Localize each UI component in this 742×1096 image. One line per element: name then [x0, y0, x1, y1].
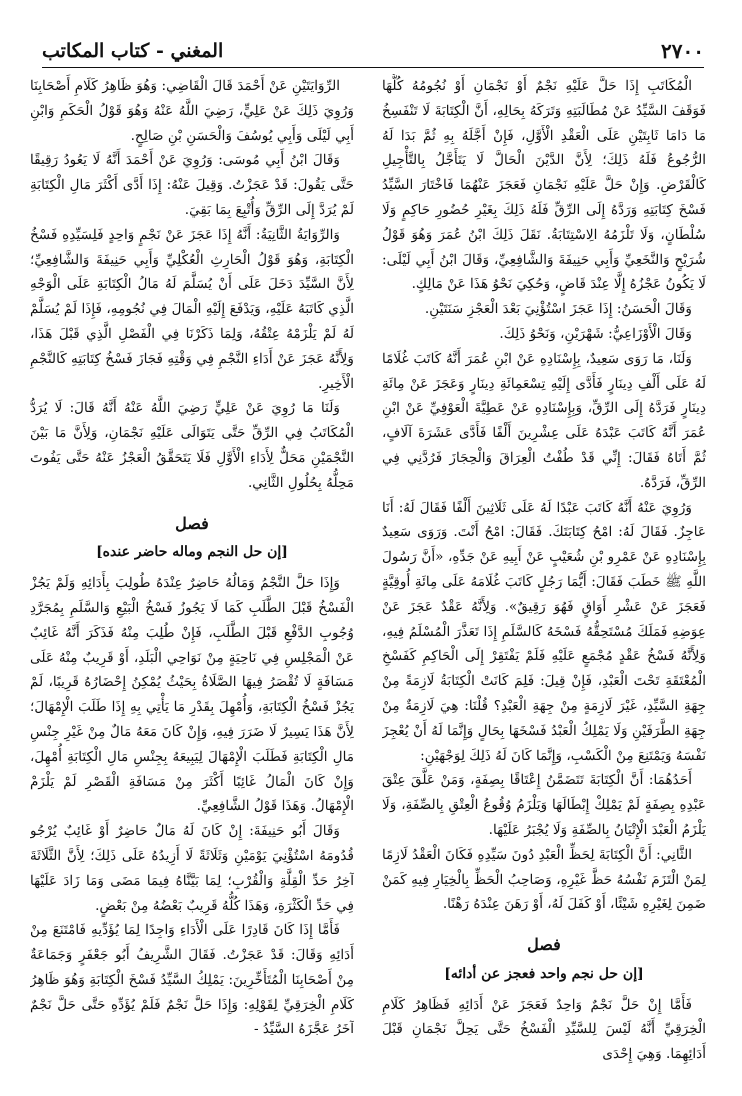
paragraph: فَأَمَّا إِذَا كَانَ قَادِرًا عَلَى الْأَدَاءِ وَاجِدًا لِمَا يُؤَدِّيهِ فَامْتَنَعَ مِنْ أَدَائِهِ وَقَالَ: قَدْ عَجَزْتُ. فَقَالَ الشَّرِيفُ أَبُو جَعْفَرٍ وَجَمَاعَةٌ مِنْ أَصْحَابِنَا الْمُتَأَخِّرِينَ: يَمْلِكُ السَّيِّدُ فَسْخَ الْكِتَابَةِ وَهُوَ ظَاهِرُ كَلَامِ الْخِرَقِيِّ لِقَوْلِهِ: وَإِذَا حَلَّ نَجْمٌ فَلَمْ يُؤَدِّهِ حَتَّى حَلَّ نَجْمٌ آخَرُ عَجَّزَهُ السَّيِّدُ -	[30, 922, 354, 1038]
paragraph: وَالرِّوَايَةُ الثَّانِيَةُ: أَنَّهُ إِذَا عَجَزَ عَنْ نَجْمٍ وَاحِدٍ فَلِسَيِّدِهِ فَسْخُ الْكِتَابَةِ، وَهُوَ قَوْلُ الْحَارِثِ الْعُكْلِيِّ وَأَبِي حَنِيفَةَ وَالشَّافِعِيِّ؛ لِأَنَّ السَّيِّدَ دَخَلَ عَلَى أَنْ يُسَلَّمَ لَهُ مَالُ الْكِتَابَةِ عَلَى الْوَجْهِ الَّذِي كَاتَبَهُ عَلَيْهِ، وَيَدْفَعَ إِلَيْهِ الْمَالَ فِي نُجُومِهِ، فَإِذَا لَمْ يُسَلَّمْ لَهُ لَمْ يَلْزَمْهُ عِتْقُهُ، وَلِمَا ذَكَرْنَا فِي الْفَصْلِ الَّذِي قَبْلَ هَذَا، وَلِأَنَّهُ عَجَزَ عَنْ أَدَاءِ النَّجْمِ فِي وَقْتِهِ فَجَازَ فَسْخُ كِتَابَتِهِ كَالنَّجْمِ الْأَخِيرِ.	[30, 226, 354, 392]
paragraph: وَإِذَا حَلَّ النَّجْمُ وَمَالُهُ حَاضِرٌ عِنْدَهُ طُولِبَ بِأَدَائِهِ وَلَمْ يَجُزْ الْفَسْخُ قَبْلَ الطَّلَبِ كَمَا لَا يَجُوزُ فَسْخُ الْبَيْعِ وَالسَّلَمِ بِمُجَرَّدِ وُجُوبِ الدَّفْعِ قَبْلَ الطَّلَبِ، فَإِنْ طُلِبَ مِنْهُ فَذَكَرَ أَنَّهُ غَائِبٌ عَنْ الْمَجْلِسِ فِي نَاحِيَةٍ مِنْ نَوَاحِي الْبَلَدِ، أَوْ قَرِيبٌ مِنْهُ عَلَى مَسَافَةٍ لَا تُقْصَرُ فِيهَا الصَّلَاةُ بِحَيْثُ يُمْكِنُ إِحْضَارُهُ قَرِيبًا، لَمْ يَجُزْ فَسْخُ الْكِتَابَةِ، وَأُمْهِلَ بِقَدْرِ مَا يَأْتِي بِهِ إِذَا طَلَبَ الْإِمْهَالَ؛ لِأَنَّ هَذَا يَسِيرٌ لَا ضَرَرَ فِيهِ، وَإِنْ كَانَ مَعَهُ مَالٌ مِنْ غَيْرِ جِنْسِ مَالِ الْكِتَابَةِ فَطَلَبَ الْإِمْهَالَ لِيَبِيعَهُ بِجِنْسِ مَالِ الْكِتَابَةِ أُمْهِلَ، وَإِنْ كَانَ الْمَالُ غَائِبًا أَكْثَرَ مِنْ مَسَافَةِ الْقَصْرِ لَمْ يَلْزَمْ الْإِمْهَالُ. وَهَذَا قَوْلُ الشَّافِعِيِّ.	[30, 575, 354, 815]
running-title: المغني - كتاب المكاتب	[42, 40, 224, 62]
left-column	[30, 74, 354, 1084]
paragraph: وَقَالَ أَبُو حَنِيفَةَ: إِنْ كَانَ لَهُ مَالٌ حَاضِرٌ أَوْ غَائِبٌ يُرْجُو قُدُومَهُ اسْتُؤْنِيَ يَوْمَيْنِ وَثَلَاثَةً لَا أَزِيدُهُ عَلَى ذَلِكَ؛ لِأَنَّ الثَّلَاثَةَ آخِرُ حَدِّ الْقِلَّةِ وَالْقُرْبِ؛ لِمَا بَيَّنَّاهُ فِيمَا مَضَى وَمَا زَادَ عَلَيْهَا فِي حَدِّ الْكَثْرَةِ، وَهَذَا كُلُّهُ قَرِيبٌ بَعْضُهُ مِنْ بَعْضٍ.	[30, 823, 354, 914]
page-header	[42, 36, 704, 66]
paragraph: وَلَنَا، مَا رَوَى سَعِيدٌ، بِإِسْنَادِهِ عَنْ ابْنِ عُمَرَ أَنَّهُ كَاتَبَ غُلَامًا لَهُ عَلَى أَلْفِ دِينَارٍ فَأَدَّى إِلَيْهِ تِسْعَمِائَةِ دِينَارٍ وَعَجَزَ عَنْ مِائَةِ دِينَارٍ فَرَدَّهُ إِلَى الرِّقِّ، وَبِإِسْنَادِهِ عَنْ عَطِيَّةَ الْعَوْفِيِّ عَنْ ابْنِ عُمَرَ أَنَّهُ كَاتَبَ عَبْدَهُ عَلَى عِشْرِينَ أَلْفًا فَأَدَّى عَشَرَةَ آلَافٍ، ثُمَّ أَتَاهُ فَقَالَ: إِنِّي قَدْ طُفْتُ الْعِرَاقَ وَالْحِجَازَ فَرُدَّنِي فِي الرِّقِّ، فَرَدَّهُ.	[382, 350, 706, 491]
paragraph: وَقَالَ الْأَوْزَاعِيُّ: شَهْرَيْنِ، وَنَحْوُ ذَلِكَ.	[499, 325, 692, 342]
section-heading: فصل	[527, 935, 561, 955]
page-number: ٢٧٠٠	[661, 39, 704, 63]
paragraph: وَقَالَ ابْنُ أَبِي مُوسَى: وَرُوِيَ عَنْ أَحْمَدَ أَنَّهُ لَا يَعُودُ رَقِيقًا حَتَّى يَقُولَ: قَدْ عَجَزْتُ. وَقِيلَ عَنْهُ: إِذَا أَدَّى أَكْثَرَ مَالِ الْكِتَابَةِ لَمْ يُرَدَّ إِلَى الرِّقِّ وَأُتْبِعَ بِمَا بَقِيَ.	[30, 152, 354, 218]
paragraph: فَأَمَّا إِنْ حَلَّ نَجْمٌ وَاحِدٌ فَعَجَزَ عَنْ أَدَائِهِ فَظَاهِرُ كَلَامِ الْخِرَقِيِّ أَنَّهُ لَيْسَ لِلسَّيِّدِ الْفَسْخُ حَتَّى يَحِلَّ نَجْمَانِ قَبْلَ أَدَائِهِمَا. وَهِيَ إِحْدَى	[382, 996, 706, 1063]
paragraph: الرِّوَايَتَيْنِ عَنْ أَحْمَدَ قَالَ الْقَاضِي: وَهُوَ ظَاهِرُ كَلَامِ أَصْحَابِنَا وَرُوِيَ ذَلِكَ عَنْ عَلِيٍّ، رَضِيَ اللَّهُ عَنْهُ وَهُوَ قَوْلُ الْحَكَمِ وَابْنِ أَبِي لَيْلَى وَأَبِي يُوسُفَ وَالْحَسَنِ بْنِ صَالِحٍ.	[30, 78, 354, 144]
paragraph: وَرُوِيَ عَنْهُ أَنَّهُ كَاتَبَ عَبْدًا لَهُ عَلَى ثَلَاثِينَ أَلْفًا فَقَالَ لَهُ: أَنَا عَاجِزٌ. فَقَالَ لَهُ: امْحُ كِتَابَتَكَ. فَقَالَ: امْحُ أَنْتَ. وَرَوَى سَعِيدٌ بِإِسْنَادِهِ عَنْ عَمْرِو بْنِ شُعَيْبٍ عَنْ أَبِيهِ عَنْ جَدِّهِ، «أَنَّ رَسُولَ اللَّهِ ﷺ خَطَبَ فَقَالَ: أَيُّمَا رَجُلٍ كَاتَبَ غُلَامَهُ عَلَى مِائَةِ أُوقِيَّةٍ فَعَجَزَ عَنْ عَشْرِ أَوَاقٍ فَهُوَ رَقِيقٌ». وَلِأَنَّهُ عَقْدٌ عَجَزَ عَنْ عِوَضِهِ فَمَلَكَ مُسْتَحِقُّهُ فَسْخَهُ كَالسَّلَمِ إِذَا تَعَذَّرَ الْمُسْلَمُ فِيهِ، وَلِأَنَّهُ فَسْخُ عَقْدٍ مُجْمَعٍ عَلَيْهِ فَلَمْ يَفْتَقِرْ إِلَى الْحَاكِمِ كَفَسْخِ الْمُعْتَقَةِ تَحْتَ الْعَبْدِ، فَإِنْ قِيلَ: فَلِمَ كَانَتْ الْكِتَابَةُ لَازِمَةً مِنْ جِهَةِ السَّيِّدِ، غَيْرَ لَازِمَةٍ مِنْ جِهَةِ الْعَبْدِ؟ قُلْنَا: هِيَ لَازِمَةٌ مِنْ جِهَةِ الطَّرَفَيْنِ وَلَا يَمْلِكُ الْعَبْدُ فَسْخَهَا بِحَالٍ وَإِنَّمَا لَهُ أَنْ يُعْجِزَ نَفْسَهُ وَيَمْتَنِعَ مِنْ الْكَسْبِ، وَإِنَّمَا كَانَ لَهُ ذَلِكَ لِوَجْهَيْنِ:	[382, 499, 706, 764]
section-subtitle: [إن حل نجم واحد فعجز عن أدائه]	[444, 965, 644, 982]
paragraph: وَقَالَ الْحَسَنُ: إِذَا عَجَزَ اسْتُؤْنِيَ بَعْدَ الْعَجْزِ سَنَتَيْنِ.	[424, 301, 692, 318]
right-column	[382, 74, 706, 1084]
section-heading: فصل	[175, 513, 209, 533]
paragraph: الْمُكَاتَبِ إِذَا حَلَّ عَلَيْهِ نَجْمٌ أَوْ نَجْمَانِ أَوْ نُجُومُهُ كُلُّهَا فَوَقَفَ السَّيِّدُ عَنْ مُطَالَبَتِهِ وَتَرَكَهُ بِحَالِهِ، أَنَّ الْكِتَابَةَ لَا تَنْفَسِخُ مَا دَامَا ثَابِتَيْنِ عَلَى الْعَقْدِ الْأَوَّلِ، فَإِنْ أَجَّلَهُ بِهِ ثُمَّ بَدَا لَهُ الرُّجُوعُ فَلَهُ ذَلِكَ؛ لِأَنَّ الدَّيْنَ الْحَالَّ لَا يَتَأَجَّلُ بِالتَّأْجِيلِ كَالْقَرْضِ. وَإِنْ حَلَّ عَلَيْهِ نَجْمَانِ فَعَجَزَ عَنْهُمَا فَاخْتَارَ السَّيِّدُ فَسْخَ كِتَابَتِهِ وَرَدَّهُ إِلَى الرِّقِّ فَلَهُ ذَلِكَ بِغَيْرِ حُضُورِ حَاكِمٍ وَلَا سُلْطَانٍ، وَلَا تَلْزَمُهُ الِاسْتِتَابَةُ. نَقَلَ ذَلِكَ ابْنُ عُمَرَ وَهُوَ قَوْلُ شُرَيْحٍ وَالنَّخَعِيِّ وَأَبِي حَنِيفَةَ وَالشَّافِعِيِّ، وَقَالَ ابْنُ أَبِي لَيْلَى: لَا يَكُونُ عَجْزُهُ إِلَّا عِنْدَ قَاضٍ، وَحُكِيَ نَحْوُ هَذَا عَنْ مَالِكٍ.	[382, 78, 706, 293]
paragraph: أَحَدُهُمَا: أَنَّ الْكِتَابَةَ تَتَضَمَّنُ إِعْتَاقًا بِصِفَةٍ، وَمَنْ عَلَّقَ عِتْقَ عَبْدِهِ بِصِفَةٍ لَمْ يَمْلِكْ إِبْطَالَهَا وَيَلْزَمُ وُقُوعُ الْعِتْقِ بِالصِّفَةِ، وَلَا يَلْزَمُ الْعَبْدَ الْإِتْيَانُ بِالصِّفَةِ وَلَا يُجْبَرُ عَلَيْهَا.	[382, 772, 706, 838]
header-rule	[42, 67, 704, 68]
section-subtitle: [إن حل النجم وماله حاضر عنده]	[96, 544, 288, 561]
paragraph: الثَّانِي: أَنَّ الْكِتَابَةَ لِحَظِّ الْعَبْدِ دُونَ سَيِّدِهِ فَكَانَ الْعَقْدُ لَازِمًا لِمَنْ الْتَزَمَ نَفْسُهُ حَظَّ غَيْرِهِ، وَصَاحِبُ الْحَظِّ بِالْخِيَارِ فِيهِ كَمَنْ ضَمِنَ لِغَيْرِهِ شَيْئًا، أَوْ كَفَلَ لَهُ، أَوْ رَهَنَ عِنْدَهُ رَهْنًا.	[382, 846, 706, 913]
paragraph: وَلَنَا مَا رُوِيَ عَنْ عَلِيٍّ رَضِيَ اللَّهُ عَنْهُ أَنَّهُ قَالَ: لَا يُرَدُّ الْمُكَاتَبُ فِي الرِّقِّ حَتَّى يَتَوَالَى عَلَيْهِ نَجْمَانِ، وَلِأَنَّ مَا بَيْنَ النَّجْمَيْنِ مَحَلٌّ لِأَدَاءِ الْأَوَّلِ فَلَا يَتَحَقَّقُ الْعَجْزُ عَنْهُ حَتَّى يَفُوتَ مَحِلُّهُ بِحُلُولِ الثَّانِي.	[30, 400, 354, 491]
